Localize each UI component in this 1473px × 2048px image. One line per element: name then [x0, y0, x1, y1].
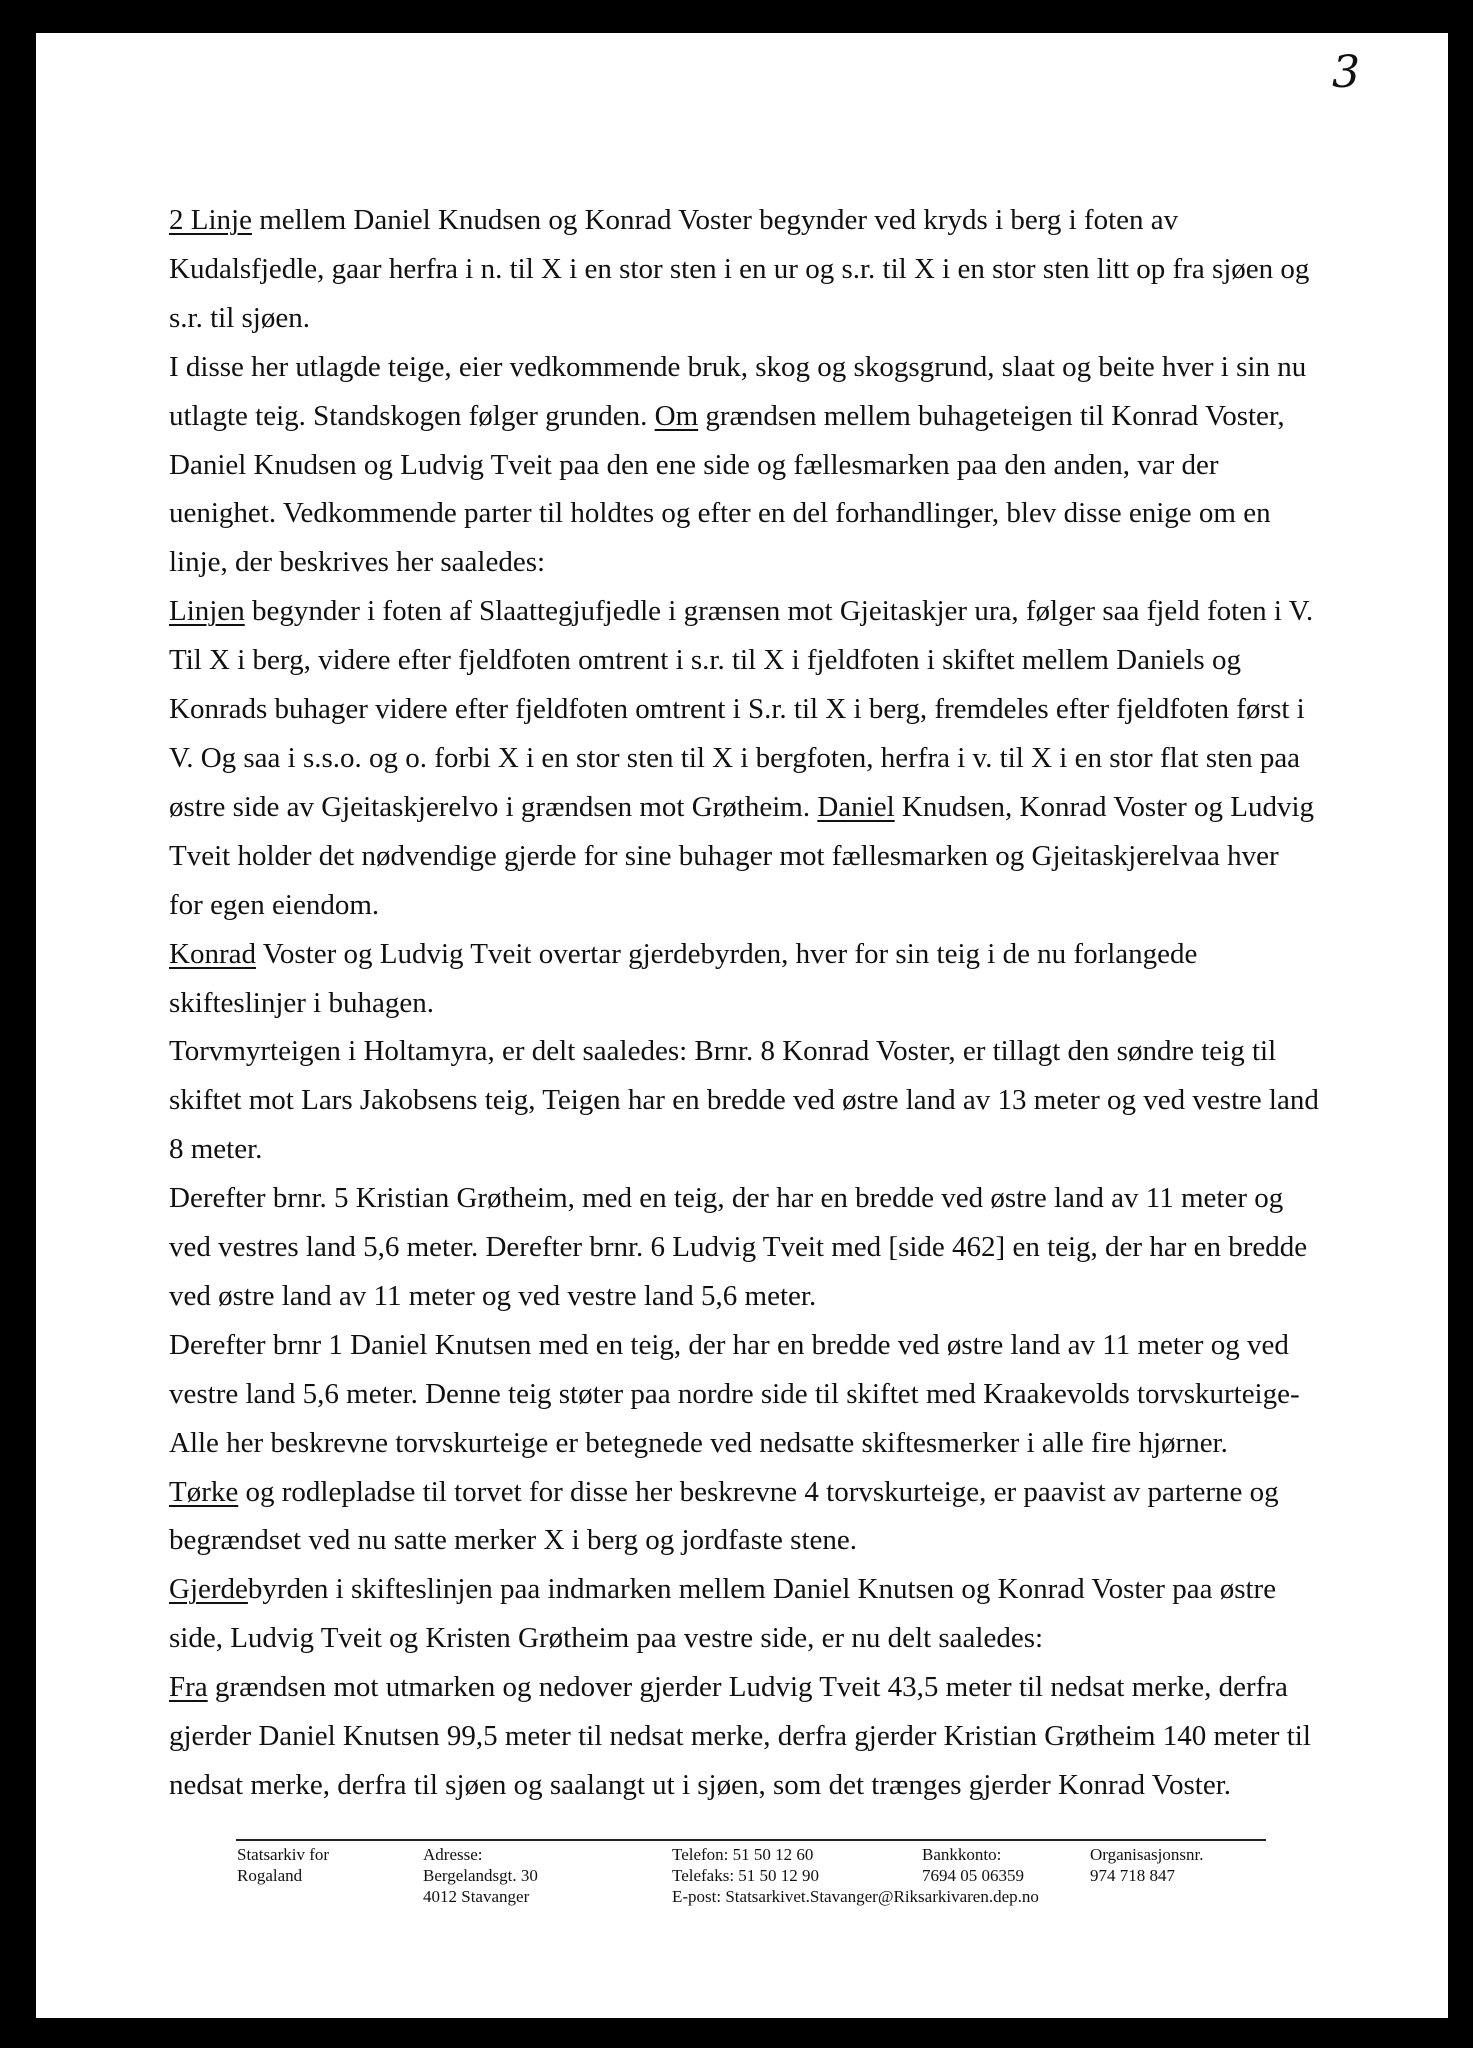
paragraph — [169, 1663, 1319, 1810]
footer-line: Bankkonto: — [922, 1845, 1002, 1864]
underlined-word: Daniel — [817, 790, 895, 823]
underlined-word: Linjen — [169, 595, 245, 628]
footer-line: Bergelandsgt. 30 — [423, 1866, 538, 1885]
paragraph — [169, 196, 1319, 343]
paragraph — [169, 1321, 1319, 1468]
footer-line: 974 718 847 — [1090, 1866, 1175, 1885]
footer-line: Organisasjonsnr. — [1090, 1845, 1204, 1864]
page-number: 3 — [1332, 47, 1360, 98]
footer-line: Rogaland — [237, 1866, 303, 1885]
paragraph — [169, 930, 1319, 1028]
paragraph-text: mellem Daniel Knudsen og Konrad Voster begynder ved kryds i berg i foten av Kudalsfjedle, gaar herfra i n. til X i en stor sten i en ur og s.r. til X i en stor sten litt op fra sjøen og s.r. til sjøen. — [169, 204, 1310, 334]
paragraph-text: begynder i foten af Slaattegjufjedle i grænsen mot Gjeitaskjer ura, følger saa fjeld foten i V. Til X i berg, videre efter fjeldfoten omtrent i s.r. til X i fjeldfoten i skiftet mellem Daniels og Konrads buhager videre efter fjeldfoten omtrent i S.r. til X i berg, fremdeles efter fjeldfoten først i V. Og saa i s.s.o. og o. forbi X i en stor sten til X i bergfoten, herfra i v. til X i en stor flat sten paa østre side av Gjeitaskjerelvo i grændsen mot Grøtheim. — [169, 595, 1314, 823]
underlined-word: Fra — [169, 1671, 208, 1704]
footer-divider — [236, 1839, 1266, 1841]
underlined-word: Om — [654, 399, 699, 432]
paragraph-text: Derefter brnr 1 Daniel Knutsen med en teig, der har en bredde ved østre land av 11 meter og ved vestre land 5,6 meter. Denne teig støter paa nordre side til skiftet med Kraakevolds torvskurteige- Alle her beskrevne torvskurteige er betegnede ved nedsatte skiftesmerker i alle fire hjørner. — [169, 1328, 1300, 1459]
footer-line: Telefaks: 51 50 12 90 — [672, 1866, 820, 1885]
footer-address — [423, 1844, 538, 1907]
footer-line: E-post: Statsarkivet.Stavanger@Riksarkivaren.dep.no — [672, 1887, 1039, 1906]
footer-bank — [922, 1844, 1024, 1886]
paragraph-text: og rodlepladse til torvet for disse her beskrevne 4 torvskurteige, er paavist av parterne og begrændset ved nu satte merker X i berg og jordfaste stene. — [169, 1475, 1279, 1557]
paragraph-text: Torvmyrteigen i Holtamyra, er delt saaledes: Brnr. 8 Konrad Voster, er tillagt den søndre teig til skiftet mot Lars Jakobsens teig, Teigen har en bredde ved østre land av 13 meter og ved vestre land 8 meter. — [169, 1035, 1319, 1166]
underlined-word: Gjerde — [169, 1573, 248, 1606]
footer-line: Telefon: 51 50 12 60 — [672, 1845, 814, 1864]
footer-archive-name — [237, 1844, 329, 1886]
footer-line: 4012 Stavanger — [423, 1887, 530, 1906]
paragraph-text: byrden i skifteslinjen paa indmarken mellem Daniel Knutsen og Konrad Voster paa østre side, Ludvig Tveit og Kristen Grøtheim paa vestre side, er nu delt saaledes: — [169, 1573, 1277, 1655]
document-body — [169, 196, 1319, 1810]
paragraph — [169, 1468, 1319, 1566]
paragraph — [169, 1027, 1319, 1174]
paragraph-text: I disse her utlagde teige, eier vedkommende bruk, skog og skogsgrund, slaat og beite hver i sin nu utlagte teig. Standskogen følger grunden. — [169, 350, 1307, 432]
paragraph-text: Voster og Ludvig Tveit overtar gjerdebyrden, hver for sin teig i de nu forlangede skifteslinjer i buhagen. — [169, 937, 1198, 1019]
underlined-word: 2 Linje — [169, 204, 252, 236]
document-page — [36, 33, 1448, 2018]
underlined-word: Tørke — [169, 1475, 239, 1508]
paragraph-text: Derefter brnr. 5 Kristian Grøtheim, med en teig, der har en bredde ved østre land av 11 meter og ved vestres land 5,6 meter. Derefter brnr. 6 Ludvig Tveit med [side 462] en teig, der har en bredde ved østre land av 11 meter og ved vestre land 5,6 meter. — [169, 1182, 1308, 1312]
paragraph-text: Knudsen, Konrad Voster og Ludvig Tveit holder det nødvendige gjerde for sine buhager mot fællesmarken og Gjeitaskjerelvaa hver for egen eiendom. — [169, 790, 1315, 921]
underlined-word: Konrad — [169, 937, 256, 970]
footer-line: Adresse: — [423, 1845, 483, 1864]
paragraph-text: grændsen mellem buhageteigen til Konrad Voster, Daniel Knudsen og Ludvig Tveit paa den ene side og fællesmarken paa den anden, var der uenighet. Vedkommende parter til holdtes og efter en del forhandlinger, blev disse enige om en linje, der beskrives her saaledes: — [169, 399, 1285, 579]
footer-org-number — [1090, 1844, 1204, 1886]
paragraph — [169, 343, 1319, 588]
footer-line: Statsarkiv for — [237, 1845, 330, 1864]
footer-line: 7694 05 06359 — [922, 1866, 1024, 1885]
paragraph — [169, 587, 1319, 929]
paragraph — [169, 1174, 1319, 1321]
paragraph — [169, 1565, 1319, 1663]
paragraph-text: grændsen mot utmarken og nedover gjerder Ludvig Tveit 43,5 meter til nedsat merke, derfra gjerder Daniel Knutsen 99,5 meter til nedsat merke, derfra gjerder Kristian Grøtheim 140 meter til nedsat merke, derfra til sjøen og saalangt ut i sjøen, som det trænges gjerder Konrad Voster. — [169, 1671, 1311, 1801]
